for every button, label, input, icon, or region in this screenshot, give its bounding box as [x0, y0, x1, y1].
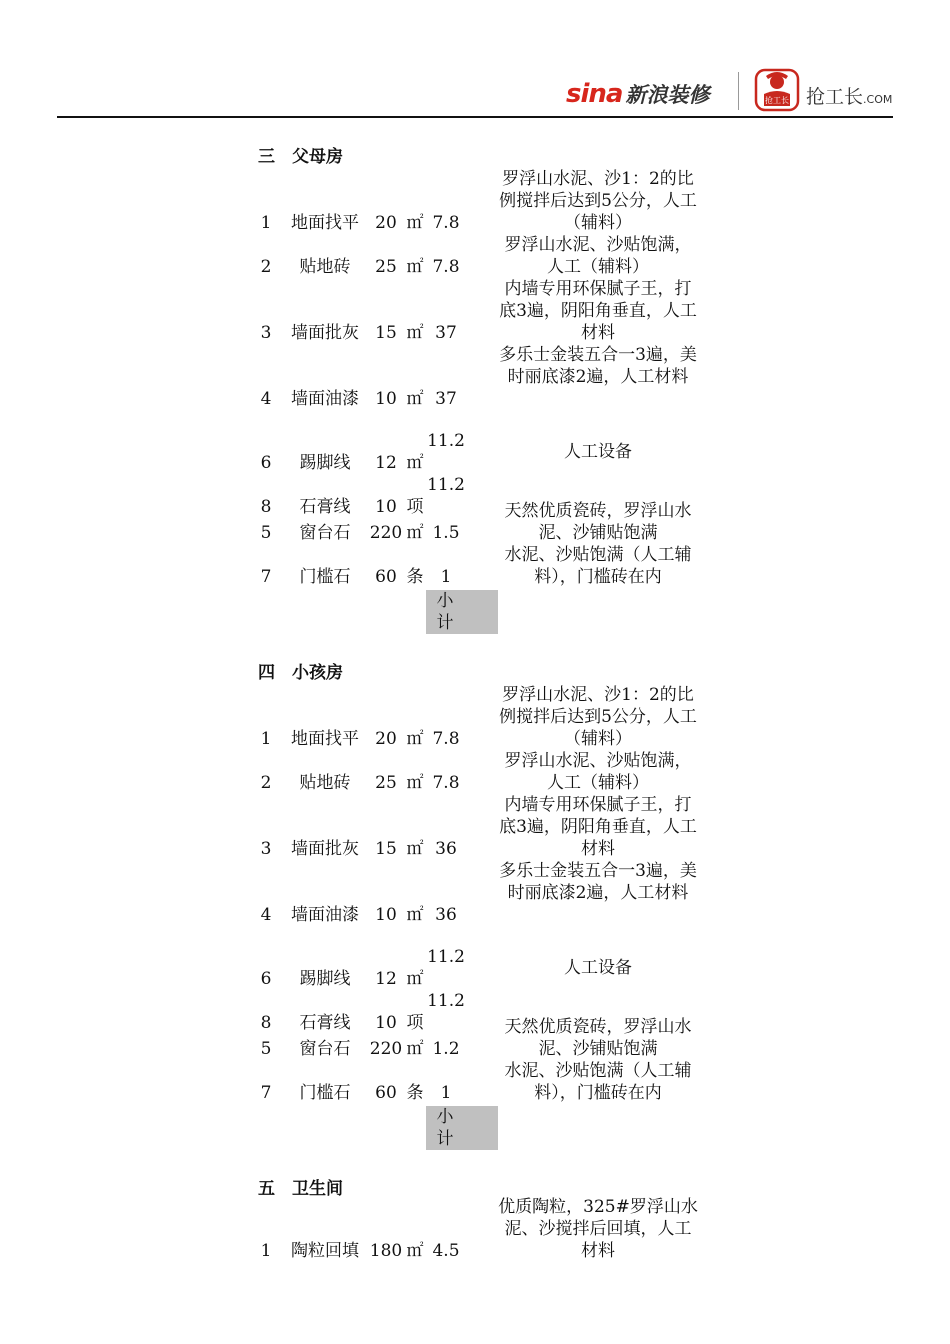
row-unit-price: 11.2 [427, 991, 465, 1011]
row-item-name: 石膏线 [299, 497, 351, 517]
row-item-name: 墙面批灰 [291, 839, 359, 859]
subtotal-label: 小计 [436, 1107, 454, 1149]
row-unit-price: 1.5 [432, 523, 460, 543]
row-unit-price: 7.8 [432, 257, 460, 277]
logo-divider [738, 72, 739, 110]
row-description: 罗浮山水泥、沙贴饱满，人工（辅料） [504, 751, 692, 793]
row-unit: ㎡ [406, 453, 424, 473]
row-description: 内墙专用环保腻子王，打底3遍，阴阳角垂直，人工材料 [499, 279, 697, 343]
row-number: 7 [260, 567, 272, 587]
row-quantity: 25 [375, 773, 397, 793]
row-number: 8 [260, 1013, 272, 1033]
row-quantity: 10 [375, 389, 397, 409]
row-unit: ㎡ [406, 1241, 424, 1261]
subtotal-cell [426, 1106, 498, 1150]
section-title-gap [275, 663, 292, 683]
badge-text: 抢工长 [765, 96, 789, 105]
section-number: 四 [258, 663, 275, 683]
row-description: 天然优质瓷砖，罗浮山水泥、沙铺贴饱满 [504, 501, 692, 543]
row-item-name: 窗台石 [299, 1039, 351, 1059]
row-item-name: 墙面油漆 [291, 389, 359, 409]
row-unit-price: 7.8 [432, 213, 460, 233]
row-number: 6 [260, 969, 272, 989]
row-quantity: 25 [375, 257, 397, 277]
row-description: 内墙专用环保腻子王，打底3遍，阴阳角垂直，人工材料 [499, 795, 697, 859]
row-number: 7 [260, 1083, 272, 1103]
row-unit-price: 1 [440, 567, 452, 587]
row-item-name: 贴地砖 [299, 257, 351, 277]
row-quantity: 10 [375, 497, 397, 517]
row-unit-price: 11.2 [427, 475, 465, 495]
row-unit-price: 37 [435, 323, 457, 343]
section-name: 卫生间 [292, 1179, 343, 1199]
row-description: 罗浮山水泥、沙1：2的比例搅拌后达到5公分，人工（辅料） [499, 169, 697, 233]
row-unit: ㎡ [406, 729, 424, 749]
row-unit: 条 [406, 567, 424, 587]
row-unit-price: 1 [440, 1083, 452, 1103]
section-number: 五 [258, 1179, 275, 1199]
row-description: 水泥、沙贴饱满（人工辅料），门槛砖在内 [504, 1061, 692, 1103]
row-number: 1 [260, 1241, 272, 1261]
row-number: 4 [260, 905, 272, 925]
row-unit-price: 37 [435, 389, 457, 409]
subtotal-label: 小计 [436, 591, 454, 633]
row-number: 3 [260, 323, 272, 343]
row-unit-price: 4.5 [432, 1241, 460, 1261]
row-item-name: 陶粒回填 [291, 1241, 359, 1261]
section-title-gap [275, 147, 292, 167]
row-unit-price: 11.2 [427, 947, 465, 967]
row-unit: 项 [406, 497, 424, 517]
row-description: 人工设备 [564, 442, 632, 462]
row-unit: ㎡ [406, 839, 424, 859]
row-item-name: 门槛石 [299, 567, 351, 587]
section-name: 父母房 [292, 147, 343, 167]
row-number: 2 [260, 257, 272, 277]
row-unit: ㎡ [406, 1039, 424, 1059]
row-unit-price: 36 [435, 905, 457, 925]
row-quantity: 20 [375, 213, 397, 233]
qiang-gong-zhang-site-name [806, 82, 892, 109]
header-rule [57, 116, 893, 118]
section-name: 小孩房 [292, 663, 343, 683]
row-number: 1 [260, 729, 272, 749]
row-quantity: 12 [375, 969, 397, 989]
row-item-name: 地面找平 [291, 213, 359, 233]
site-name-suffix: .COM [863, 93, 893, 106]
row-description: 罗浮山水泥、沙1：2的比例搅拌后达到5公分，人工（辅料） [499, 685, 697, 749]
row-number: 3 [260, 839, 272, 859]
row-unit: ㎡ [406, 257, 424, 277]
row-item-name: 踢脚线 [299, 453, 351, 473]
row-number: 5 [260, 523, 272, 543]
row-unit-price: 1.2 [432, 1039, 460, 1059]
subtotal-cell [426, 590, 498, 634]
site-name-text: 抢工长 [806, 86, 864, 108]
row-description: 天然优质瓷砖，罗浮山水泥、沙铺贴饱满 [504, 1017, 692, 1059]
row-item-name: 贴地砖 [299, 773, 351, 793]
row-description: 水泥、沙贴饱满（人工辅料），门槛砖在内 [504, 545, 692, 587]
row-number: 4 [260, 389, 272, 409]
section-title-gap [275, 1179, 292, 1199]
page-header [0, 0, 950, 118]
row-number: 6 [260, 453, 272, 473]
row-unit-price: 7.8 [432, 773, 460, 793]
row-quantity: 60 [375, 567, 397, 587]
row-quantity: 60 [375, 1083, 397, 1103]
row-description: 罗浮山水泥、沙贴饱满，人工（辅料） [504, 235, 692, 277]
row-quantity: 220 [369, 1039, 403, 1059]
qiang-gong-zhang-badge-icon [754, 68, 800, 112]
row-unit: ㎡ [406, 905, 424, 925]
row-unit: ㎡ [406, 773, 424, 793]
row-item-name: 墙面油漆 [291, 905, 359, 925]
row-unit: ㎡ [406, 969, 424, 989]
row-item-name: 石膏线 [299, 1013, 351, 1033]
row-unit: ㎡ [406, 213, 424, 233]
row-item-name: 墙面批灰 [291, 323, 359, 343]
row-item-name: 踢脚线 [299, 969, 351, 989]
row-quantity: 10 [375, 1013, 397, 1033]
row-unit: ㎡ [406, 389, 424, 409]
row-unit-price: 36 [435, 839, 457, 859]
row-quantity: 12 [375, 453, 397, 473]
row-unit: ㎡ [406, 523, 424, 543]
row-item-name: 门槛石 [299, 1083, 351, 1103]
row-unit: ㎡ [406, 323, 424, 343]
row-quantity: 10 [375, 905, 397, 925]
row-description: 人工设备 [564, 958, 632, 978]
row-number: 2 [260, 773, 272, 793]
section-title [258, 142, 343, 167]
row-number: 8 [260, 497, 272, 517]
sina-logo-text: 新浪装修 [625, 83, 710, 107]
sina-decoration-logo [566, 74, 709, 114]
section-number: 三 [258, 147, 275, 167]
row-description: 多乐士金装五合一3遍，美时丽底漆2遍，人工材料 [499, 345, 697, 387]
section-title [258, 658, 343, 683]
row-unit-price: 7.8 [432, 729, 460, 749]
row-quantity: 220 [369, 523, 403, 543]
row-unit: 项 [406, 1013, 424, 1033]
row-quantity: 20 [375, 729, 397, 749]
row-number: 1 [260, 213, 272, 233]
row-unit: 条 [406, 1083, 424, 1103]
row-item-name: 窗台石 [299, 523, 351, 543]
row-quantity: 15 [375, 839, 397, 859]
section-title [258, 1174, 343, 1199]
row-unit-price: 11.2 [427, 431, 465, 451]
row-quantity: 180 [369, 1241, 403, 1261]
row-number: 5 [260, 1039, 272, 1059]
row-description: 优质陶粒，325#罗浮山水泥、沙搅拌后回填，人工材料 [498, 1197, 698, 1261]
row-item-name: 地面找平 [291, 729, 359, 749]
row-description: 多乐士金装五合一3遍，美时丽底漆2遍，人工材料 [499, 861, 697, 903]
sina-logo-mark: sina [566, 79, 623, 109]
row-quantity: 15 [375, 323, 397, 343]
